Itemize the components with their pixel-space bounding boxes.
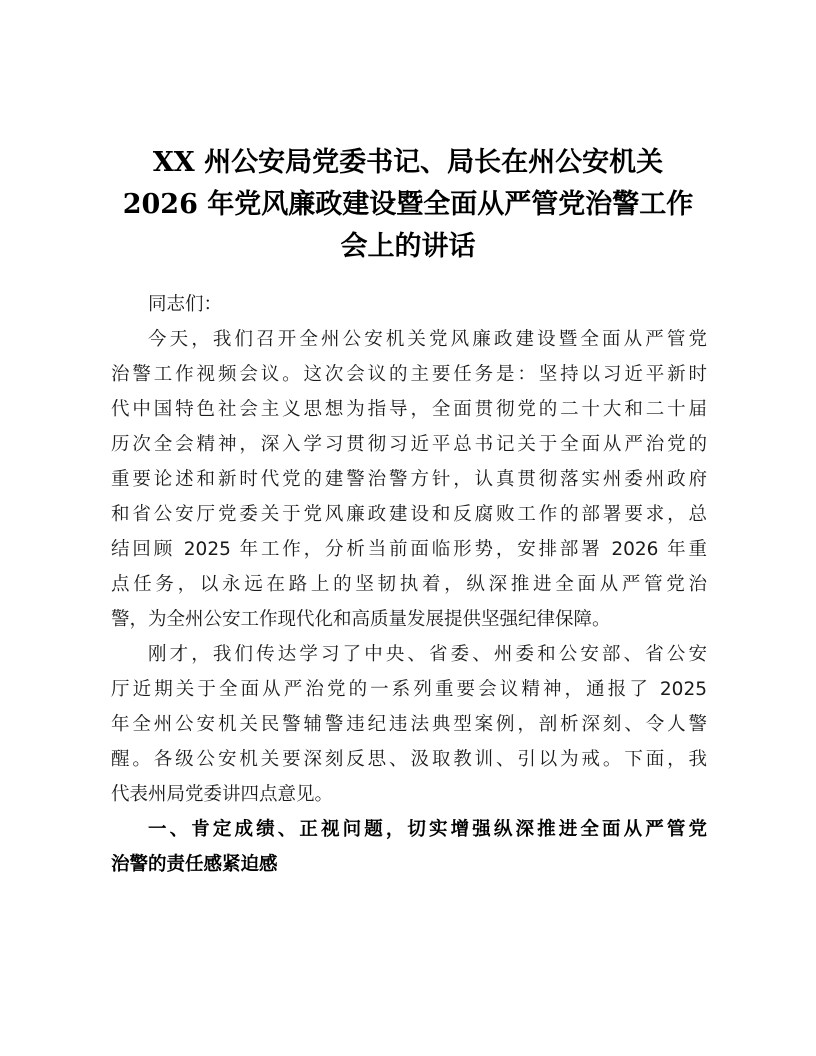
paragraph-line: 和省公安厅党委关于党风廉政建设和反腐败工作的部署要求，总 <box>111 504 707 525</box>
salutation <box>111 287 707 322</box>
paragraph-line: 代表州局党委讲四点意见。 <box>111 784 334 805</box>
salutation-text: 同志们： <box>148 294 223 315</box>
document-body <box>111 287 707 882</box>
heading-line: 一、肯定成绩、正视问题，切实增强纵深推进全面从严管党 <box>148 819 707 840</box>
title-line: 会上的讲话 <box>340 231 476 262</box>
paragraph-line: 年全州公安机关民警辅警违纪违法典型案例，剖析深刻、令人警 <box>111 714 707 735</box>
paragraph-line: 代中国特色社会主义思想为指导，全面贯彻党的二十大和二十届 <box>111 399 707 420</box>
heading-line: 治警的责任感紧迫感 <box>111 854 278 875</box>
title-line: XX 州公安局党委书记、局长在州公安机关 <box>152 147 664 178</box>
paragraph-line: 醒。各级公安机关要深刻反思、汲取教训、引以为戒。下面，我 <box>111 749 707 770</box>
document-title <box>110 142 706 268</box>
paragraph-line: 治警工作视频会议。这次会议的主要任务是：坚持以习近平新时 <box>111 364 707 385</box>
paragraph-line: 厅近期关于全面从严治党的一系列重要会议精神，通报了 2025 <box>111 679 707 700</box>
paragraph-line: 点任务，以永远在路上的坚韧执着，纵深推进全面从严管党治 <box>111 574 707 595</box>
paragraph-intro <box>111 322 707 637</box>
section-heading-1 <box>111 812 707 882</box>
paragraph-line: 结回顾 2025 年工作，分析当前面临形势，安排部署 2026 年重 <box>111 539 707 560</box>
paragraph-line: 刚才，我们传达学习了中央、省委、州委和公安部、省公安 <box>148 644 707 665</box>
title-line: 2026 年党风廉政建设暨全面从严管党治警工作 <box>122 189 694 220</box>
paragraph-line: 今天，我们召开全州公安机关党风廉政建设暨全面从严管党 <box>148 329 707 350</box>
paragraph-line: 重要论述和新时代党的建警治警方针，认真贯彻落实州委州政府 <box>111 469 707 490</box>
paragraph-line: 警，为全州公安工作现代化和高质量发展提供坚强纪律保障。 <box>111 609 611 630</box>
paragraph-review <box>111 637 707 812</box>
paragraph-line: 历次全会精神，深入学习贯彻习近平总书记关于全面从严治党的 <box>111 434 707 455</box>
